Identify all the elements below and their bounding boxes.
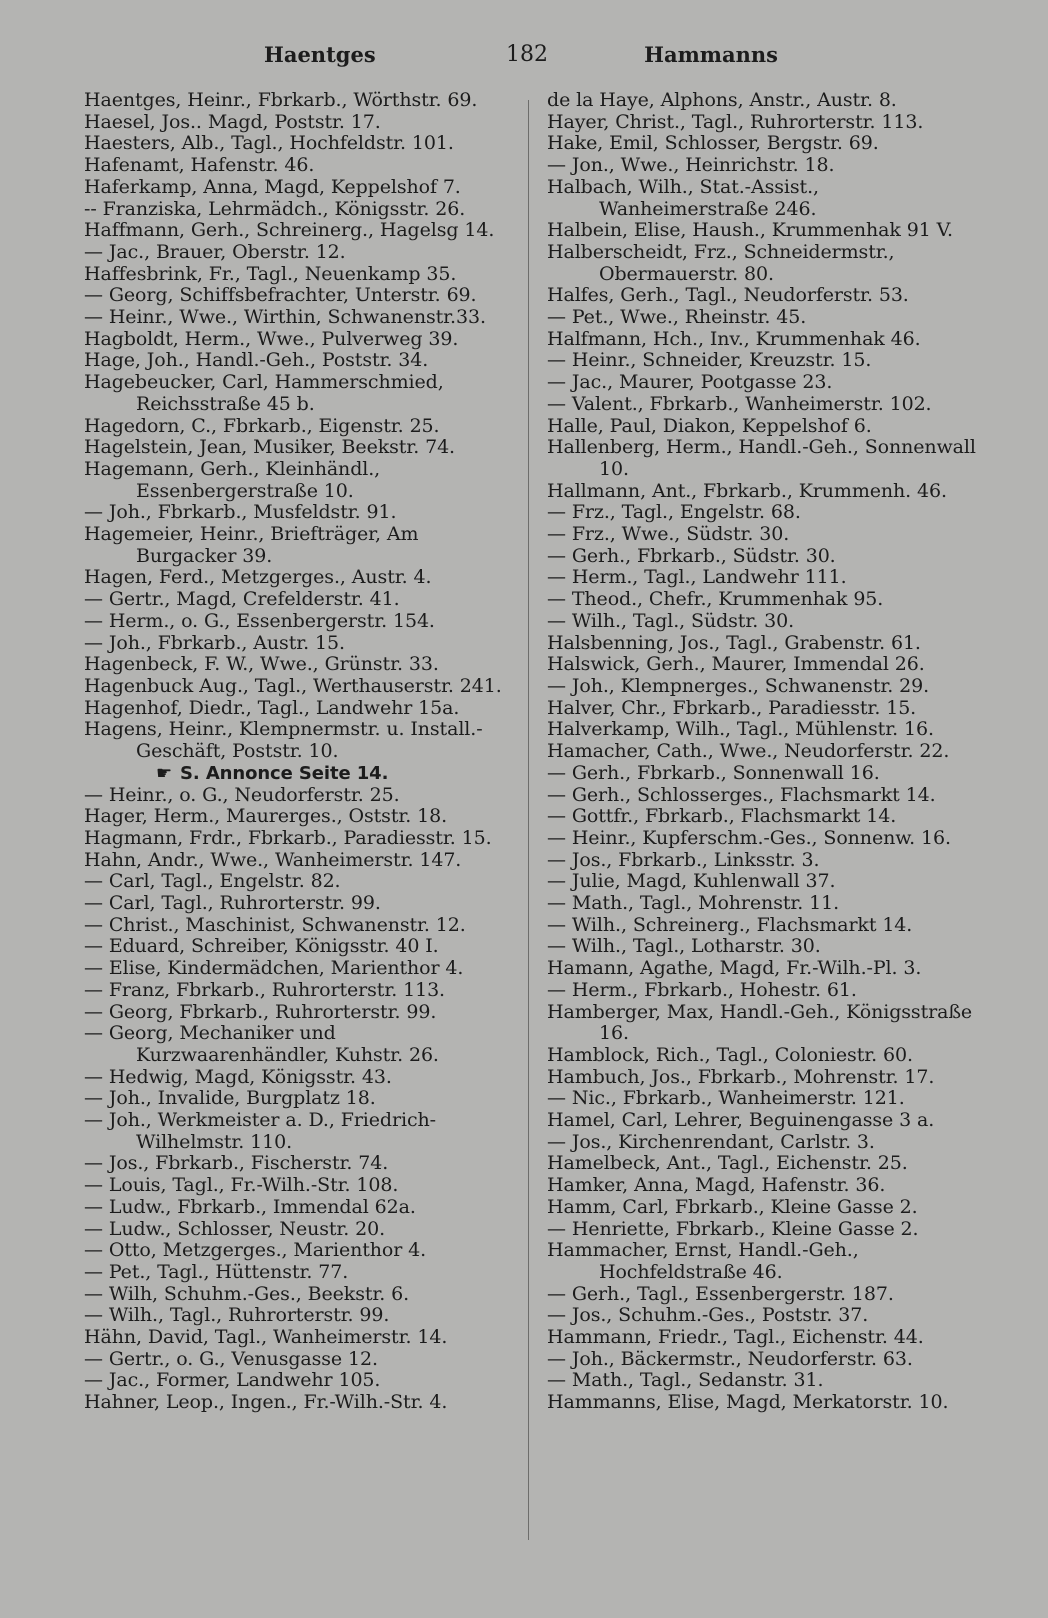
pointing-hand-icon: ☛ xyxy=(156,762,173,784)
annonce-reference xyxy=(84,763,514,785)
entry-text: Hagenbeck, F. W., Wwe., Grünstr. 33. xyxy=(84,654,439,676)
entry-text: Halberscheidt, Frz., Schneidermstr., Obermauerstr. 80. xyxy=(547,241,895,285)
entry-text: Halfmann, Hch., Inv., Krummenhak 46. xyxy=(547,328,921,350)
entry-text: Haffesbrink, Fr., Tagl., Neuenkamp 35. xyxy=(84,263,457,285)
directory-entry xyxy=(547,936,977,958)
directory-entry xyxy=(84,1305,514,1327)
header-left-word: Haentges xyxy=(264,42,376,67)
directory-entry xyxy=(84,1088,514,1110)
entry-text: Hagemann, Gerh., Kleinhändl., Essenbergerstraße 10. xyxy=(84,458,381,502)
entry-text: — Heinr., o. G., Neudorferstr. 25. xyxy=(84,784,400,806)
entry-text: Hage, Joh., Handl.-Geh., Poststr. 34. xyxy=(84,350,429,372)
entry-text: Hagebeucker, Carl, Hammerschmied, Reichsstraße 45 b. xyxy=(84,372,444,415)
directory-entry xyxy=(84,785,514,807)
entry-text: Halswick, Gerh., Maurer, Immendal 26. xyxy=(547,654,925,676)
entry-text: Haesters, Alb., Tagl., Hochfeldstr. 101. xyxy=(84,133,454,155)
directory-entry xyxy=(547,958,977,980)
directory-entry xyxy=(547,242,977,285)
entry-text: Hagboldt, Herm., Wwe., Pulverweg 39. xyxy=(84,328,459,350)
entry-text: — Jos., Fbrkarb., Fischerstr. 74. xyxy=(84,1153,389,1175)
directory-entry xyxy=(84,307,514,329)
entry-text: Hammann, Friedr., Tagl., Eichenstr. 44. xyxy=(547,1327,924,1349)
directory-entry xyxy=(547,437,977,480)
directory-entry xyxy=(84,958,514,980)
directory-entry xyxy=(84,199,514,221)
entry-text: — Gertr., Magd, Crefelderstr. 41. xyxy=(84,589,400,611)
entry-text: — Henriette, Fbrkarb., Kleine Gasse 2. xyxy=(547,1218,919,1240)
entry-text: Halbach, Wilh., Stat.-Assist., Wanheimerstraße 246. xyxy=(547,176,819,220)
directory-entry xyxy=(84,1153,514,1175)
entry-text: Hamelbeck, Ant., Tagl., Eichenstr. 25. xyxy=(547,1153,908,1175)
directory-entry xyxy=(84,155,514,177)
directory-entry xyxy=(547,567,977,589)
directory-entry xyxy=(84,1349,514,1371)
entry-text: Hagenbuck Aug., Tagl., Werthauserstr. 241. xyxy=(84,675,502,697)
entry-text: Hamm, Carl, Fbrkarb., Kleine Gasse 2. xyxy=(547,1196,918,1218)
directory-entry xyxy=(547,1240,977,1283)
entry-text: — Wilh., Schreinerg., Flachsmarkt 14. xyxy=(547,914,913,936)
entry-text: -- Franziska, Lehrmädch., Königsstr. 26. xyxy=(84,198,466,220)
directory-entry xyxy=(84,264,514,286)
directory-entry xyxy=(84,1023,514,1066)
entry-text: — Joh., Invalide, Burgplatz 18. xyxy=(84,1088,376,1110)
entry-text: — Jac., Brauer, Oberstr. 12. xyxy=(84,241,346,263)
entry-text: — Jon., Wwe., Heinrichstr. 18. xyxy=(547,155,835,177)
entry-text: Hallmann, Ant., Fbrkarb., Krummenh. 46. xyxy=(547,480,947,502)
directory-entry xyxy=(84,871,514,893)
entry-text: — Joh., Werkmeister a. D., Friedrich-Wilhelmstr. 110. xyxy=(84,1110,436,1153)
directory-entry xyxy=(84,372,514,415)
directory-entry xyxy=(547,416,977,438)
entry-text: Haferkamp, Anna, Magd, Keppelshof 7. xyxy=(84,176,461,198)
entry-text: — Heinr., Wwe., Wirthin, Schwanenstr.33. xyxy=(84,307,486,329)
entry-text: — Math., Tagl., Sedanstr. 31. xyxy=(547,1370,824,1392)
entry-text: — Wilh., Tagl., Lotharstr. 30. xyxy=(547,936,821,958)
directory-entry xyxy=(547,785,977,807)
directory-entry xyxy=(547,350,977,372)
entry-text: — Theod., Chefr., Krummenhak 95. xyxy=(547,589,884,611)
directory-entry xyxy=(547,980,977,1002)
directory-entry xyxy=(84,1197,514,1219)
entry-text: Hagenhof, Diedr., Tagl., Landwehr 15a. xyxy=(84,697,460,719)
entry-text: — Elise, Kindermädchen, Marienthor 4. xyxy=(84,958,464,980)
directory-entry xyxy=(84,719,514,762)
entry-text: — Otto, Metzgerges., Marienthor 4. xyxy=(84,1240,427,1262)
directory-entry xyxy=(547,177,977,220)
entry-text: — Joh., Bäckermstr., Neudorferstr. 63. xyxy=(547,1348,913,1370)
entry-text: Hayer, Christ., Tagl., Ruhrorterstr. 113. xyxy=(547,111,924,133)
directory-entry xyxy=(547,1370,977,1392)
directory-entry xyxy=(547,1284,977,1306)
directory-entry xyxy=(84,437,514,459)
directory-entry xyxy=(547,1197,977,1219)
directory-entry xyxy=(547,1392,977,1414)
directory-entry xyxy=(84,459,514,502)
directory-entry xyxy=(84,285,514,307)
entry-text: — Eduard, Schreiber, Königsstr. 40 I. xyxy=(84,936,439,958)
entry-text: — Wilh., Tagl., Ruhrorterstr. 99. xyxy=(84,1305,390,1327)
entry-text: — Gottfr., Fbrkarb., Flachsmarkt 14. xyxy=(547,806,897,828)
right-column xyxy=(547,90,977,1414)
directory-entry xyxy=(84,1219,514,1241)
entry-text: de la Haye, Alphons, Anstr., Austr. 8. xyxy=(547,90,897,111)
directory-entry xyxy=(84,893,514,915)
entry-text: — Herm., Tagl., Landwehr 111. xyxy=(547,567,847,589)
entry-text: — Georg, Fbrkarb., Ruhrorterstr. 99. xyxy=(84,1001,437,1023)
directory-entry xyxy=(84,1240,514,1262)
entry-text: Hahner, Leop., Ingen., Fr.-Wilh.-Str. 4. xyxy=(84,1392,448,1414)
directory-entry xyxy=(84,676,514,698)
directory-entry xyxy=(84,112,514,134)
entry-text: — Joh., Fbrkarb., Musfeldstr. 91. xyxy=(84,502,397,524)
entry-text: Haentges, Heinr., Fbrkarb., Wörthstr. 69. xyxy=(84,90,478,111)
entry-text: — Joh., Klempnerges., Schwanenstr. 29. xyxy=(547,675,930,697)
entry-text: Hagens, Heinr., Klempnermstr. u. Install.-Geschäft, Poststr. 10. xyxy=(84,719,483,763)
directory-entry xyxy=(547,1153,977,1175)
entry-text: — Jos., Fbrkarb., Linksstr. 3. xyxy=(547,849,820,871)
directory-entry xyxy=(547,394,977,416)
entry-text: — Frz., Tagl., Engelstr. 68. xyxy=(547,502,801,524)
entry-text: — Georg, Schiffsbefrachter, Unterstr. 69. xyxy=(84,285,477,307)
entry-text: — Jac., Former, Landwehr 105. xyxy=(84,1370,381,1392)
directory-entry xyxy=(84,1002,514,1024)
directory-entry xyxy=(547,220,977,242)
directory-entry xyxy=(547,546,977,568)
entry-text: — Heinr., Schneider, Kreuzstr. 15. xyxy=(547,350,872,372)
directory-entry xyxy=(547,372,977,394)
directory-entry xyxy=(84,1392,514,1414)
entry-text: — Heinr., Kupferschm.-Ges., Sonnenw. 16. xyxy=(547,827,951,849)
entry-text: — Gerh., Fbrkarb., Sonnenwall 16. xyxy=(547,762,880,784)
entry-text: Hagelstein, Jean, Musiker, Beekstr. 74. xyxy=(84,437,455,459)
directory-entry xyxy=(84,1262,514,1284)
directory-entry xyxy=(84,350,514,372)
entry-text: — Herm., o. G., Essenbergerstr. 154. xyxy=(84,610,435,632)
directory-entry xyxy=(547,1088,977,1110)
directory-entry xyxy=(84,1370,514,1392)
directory-entry xyxy=(547,502,977,524)
entry-text: — Christ., Maschinist, Schwanenstr. 12. xyxy=(84,914,466,936)
entry-text: Hambuch, Jos., Fbrkarb., Mohrenstr. 17. xyxy=(547,1066,935,1088)
directory-entry xyxy=(547,828,977,850)
entry-text: Hafenamt, Hafenstr. 46. xyxy=(84,155,315,177)
entry-text: Halsbenning, Jos., Tagl., Grabenstr. 61. xyxy=(547,632,921,654)
directory-entry xyxy=(547,1045,977,1067)
directory-entry xyxy=(84,654,514,676)
entry-text: Hahn, Andr., Wwe., Wanheimerstr. 147. xyxy=(84,849,462,871)
directory-entry xyxy=(547,676,977,698)
entry-text: Hagemeier, Heinr., Briefträger, Am Burgacker 39. xyxy=(84,524,419,567)
page-number: 182 xyxy=(506,42,548,67)
left-column xyxy=(84,90,514,1414)
directory-entry xyxy=(547,915,977,937)
directory-entry xyxy=(547,589,977,611)
entry-text: Halbein, Elise, Haush., Krummenhak 91 V. xyxy=(547,220,953,242)
directory-entry xyxy=(547,1110,977,1132)
entry-text: — Ludw., Schlosser, Neustr. 20. xyxy=(84,1218,386,1240)
directory-entry xyxy=(84,567,514,589)
entry-text: Hagedorn, C., Fbrkarb., Eigenstr. 25. xyxy=(84,415,440,437)
directory-entry xyxy=(84,133,514,155)
header-right-word: Hammanns xyxy=(644,42,778,67)
directory-entry xyxy=(84,1284,514,1306)
entry-text: Hagmann, Frdr., Fbrkarb., Paradiesstr. 15. xyxy=(84,827,492,849)
directory-entry xyxy=(84,980,514,1002)
directory-entry xyxy=(547,1175,977,1197)
entry-text: — Pet., Wwe., Rheinstr. 45. xyxy=(547,307,807,329)
entry-text: Haesel, Jos.. Magd, Poststr. 17. xyxy=(84,111,381,133)
entry-text: — Jac., Maurer, Pootgasse 23. xyxy=(547,372,833,394)
entry-text: — Joh., Fbrkarb., Austr. 15. xyxy=(84,632,345,654)
directory-entry xyxy=(547,481,977,503)
entry-text: Halfes, Gerh., Tagl., Neudorferstr. 53. xyxy=(547,285,909,307)
entry-text: — Nic., Fbrkarb., Wanheimerstr. 121. xyxy=(547,1088,905,1110)
entry-text: — Louis, Tagl., Fr.-Wilh.-Str. 108. xyxy=(84,1175,399,1197)
directory-entry xyxy=(84,806,514,828)
directory-entry xyxy=(547,1132,977,1154)
entry-text: Hammanns, Elise, Magd, Merkatorstr. 10. xyxy=(547,1392,949,1414)
entry-text: Hamacher, Cath., Wwe., Neudorferstr. 22. xyxy=(547,741,950,763)
directory-entry xyxy=(84,502,514,524)
directory-entry xyxy=(547,1219,977,1241)
entry-text: — Wilh, Schuhm.-Ges., Beekstr. 6. xyxy=(84,1283,410,1305)
entry-text: — Carl, Tagl., Ruhrorterstr. 99. xyxy=(84,893,381,915)
entry-text: — Frz., Wwe., Südstr. 30. xyxy=(547,524,790,546)
entry-text: Hamel, Carl, Lehrer, Beguinengasse 3 a. xyxy=(547,1110,935,1132)
directory-entry xyxy=(547,654,977,676)
entry-text: — Gerh., Tagl., Essenbergerstr. 187. xyxy=(547,1283,894,1305)
entry-text: Hamblock, Rich., Tagl., Coloniestr. 60. xyxy=(547,1044,913,1066)
directory-entry xyxy=(84,915,514,937)
entry-text: — Hedwig, Magd, Königsstr. 43. xyxy=(84,1066,392,1088)
entry-text: — Gerh., Schlosserges., Flachsmarkt 14. xyxy=(547,784,936,806)
directory-entry xyxy=(547,719,977,741)
directory-entry xyxy=(84,524,514,567)
directory-entry xyxy=(547,1067,977,1089)
directory-entry xyxy=(84,220,514,242)
directory-entry xyxy=(547,307,977,329)
entry-text: Halver, Chr., Fbrkarb., Paradiesstr. 15. xyxy=(547,697,917,719)
directory-entry xyxy=(547,893,977,915)
entry-text: Hagen, Ferd., Metzgerges., Austr. 4. xyxy=(84,567,432,589)
directory-entry xyxy=(547,524,977,546)
column-divider xyxy=(528,100,529,1540)
entry-text: — Pet., Tagl., Hüttenstr. 77. xyxy=(84,1261,349,1283)
directory-entry xyxy=(84,1175,514,1197)
directory-entry xyxy=(547,1002,977,1045)
directory-entry xyxy=(547,90,977,112)
directory-entry xyxy=(547,155,977,177)
directory-entry xyxy=(84,936,514,958)
directory-entry xyxy=(84,1327,514,1349)
directory-entry xyxy=(547,133,977,155)
entry-text: Hamberger, Max, Handl.-Geh., Königsstraße 16. xyxy=(547,1001,973,1045)
directory-entry xyxy=(84,828,514,850)
entry-text: Haffmann, Gerh., Schreinerg., Hagelsg 14. xyxy=(84,220,495,242)
entry-text: Halverkamp, Wilh., Tagl., Mühlenstr. 16. xyxy=(547,719,934,741)
entry-text: — Herm., Fbrkarb., Hohestr. 61. xyxy=(547,979,857,1001)
directory-entry xyxy=(547,611,977,633)
directory-entry xyxy=(547,698,977,720)
directory-entry xyxy=(547,1349,977,1371)
entry-text: Hallenberg, Herm., Handl.-Geh., Sonnenwall 10. xyxy=(547,437,976,480)
directory-entry xyxy=(547,763,977,785)
directory-entry xyxy=(547,329,977,351)
directory-entry xyxy=(84,177,514,199)
entry-text: — Julie, Magd, Kuhlenwall 37. xyxy=(547,871,836,893)
entry-text: — Carl, Tagl., Engelstr. 82. xyxy=(84,871,341,893)
directory-entry xyxy=(84,611,514,633)
entry-text: — Georg, Mechaniker und Kurzwaarenhändler, Kuhstr. 26. xyxy=(84,1023,439,1066)
directory-entry xyxy=(84,90,514,112)
entry-text: Hähn, David, Tagl., Wanheimerstr. 14. xyxy=(84,1327,448,1349)
directory-entry xyxy=(547,112,977,134)
directory-entry xyxy=(547,806,977,828)
directory-entry xyxy=(84,329,514,351)
directory-entry xyxy=(84,850,514,872)
directory-entry xyxy=(84,633,514,655)
directory-entry xyxy=(547,1305,977,1327)
directory-entry xyxy=(547,741,977,763)
directory-entry xyxy=(84,242,514,264)
directory-entry xyxy=(547,871,977,893)
entry-text: — Wilh., Tagl., Südstr. 30. xyxy=(547,610,795,632)
directory-entry xyxy=(547,850,977,872)
entry-text: Hake, Emil, Schlosser, Bergstr. 69. xyxy=(547,133,879,155)
entry-text: Hamker, Anna, Magd, Hafenstr. 36. xyxy=(547,1175,886,1197)
directory-entry xyxy=(84,416,514,438)
entry-text: — Jos., Schuhm.-Ges., Poststr. 37. xyxy=(547,1305,869,1327)
entry-text: — Gerh., Fbrkarb., Südstr. 30. xyxy=(547,545,836,567)
entry-text: Hager, Herm., Maurerges., Oststr. 18. xyxy=(84,806,448,828)
directory-entry xyxy=(84,698,514,720)
directory-entry xyxy=(547,1327,977,1349)
entry-text: Halle, Paul, Diakon, Keppelshof 6. xyxy=(547,415,872,437)
entry-text: — Ludw., Fbrkarb., Immendal 62a. xyxy=(84,1196,416,1218)
entry-text: Hamann, Agathe, Magd, Fr.-Wilh.-Pl. 3. xyxy=(547,958,922,980)
entry-text: — Math., Tagl., Mohrenstr. 11. xyxy=(547,893,840,915)
directory-entry xyxy=(547,633,977,655)
entry-text: Hammacher, Ernst, Handl.-Geh., Hochfeldstraße 46. xyxy=(547,1240,859,1283)
entry-text: — Franz, Fbrkarb., Ruhrorterstr. 113. xyxy=(84,979,446,1001)
directory-entry xyxy=(84,589,514,611)
directory-entry xyxy=(84,1110,514,1153)
directory-entry xyxy=(84,1067,514,1089)
entry-text: — Jos., Kirchenrendant, Carlstr. 3. xyxy=(547,1131,875,1153)
entry-text: — Gertr., o. G., Venusgasse 12. xyxy=(84,1348,378,1370)
entry-text: S. Annonce Seite 14. xyxy=(180,762,389,784)
entry-text: — Valent., Fbrkarb., Wanheimerstr. 102. xyxy=(547,393,932,415)
page-header xyxy=(80,36,968,76)
directory-entry xyxy=(547,285,977,307)
